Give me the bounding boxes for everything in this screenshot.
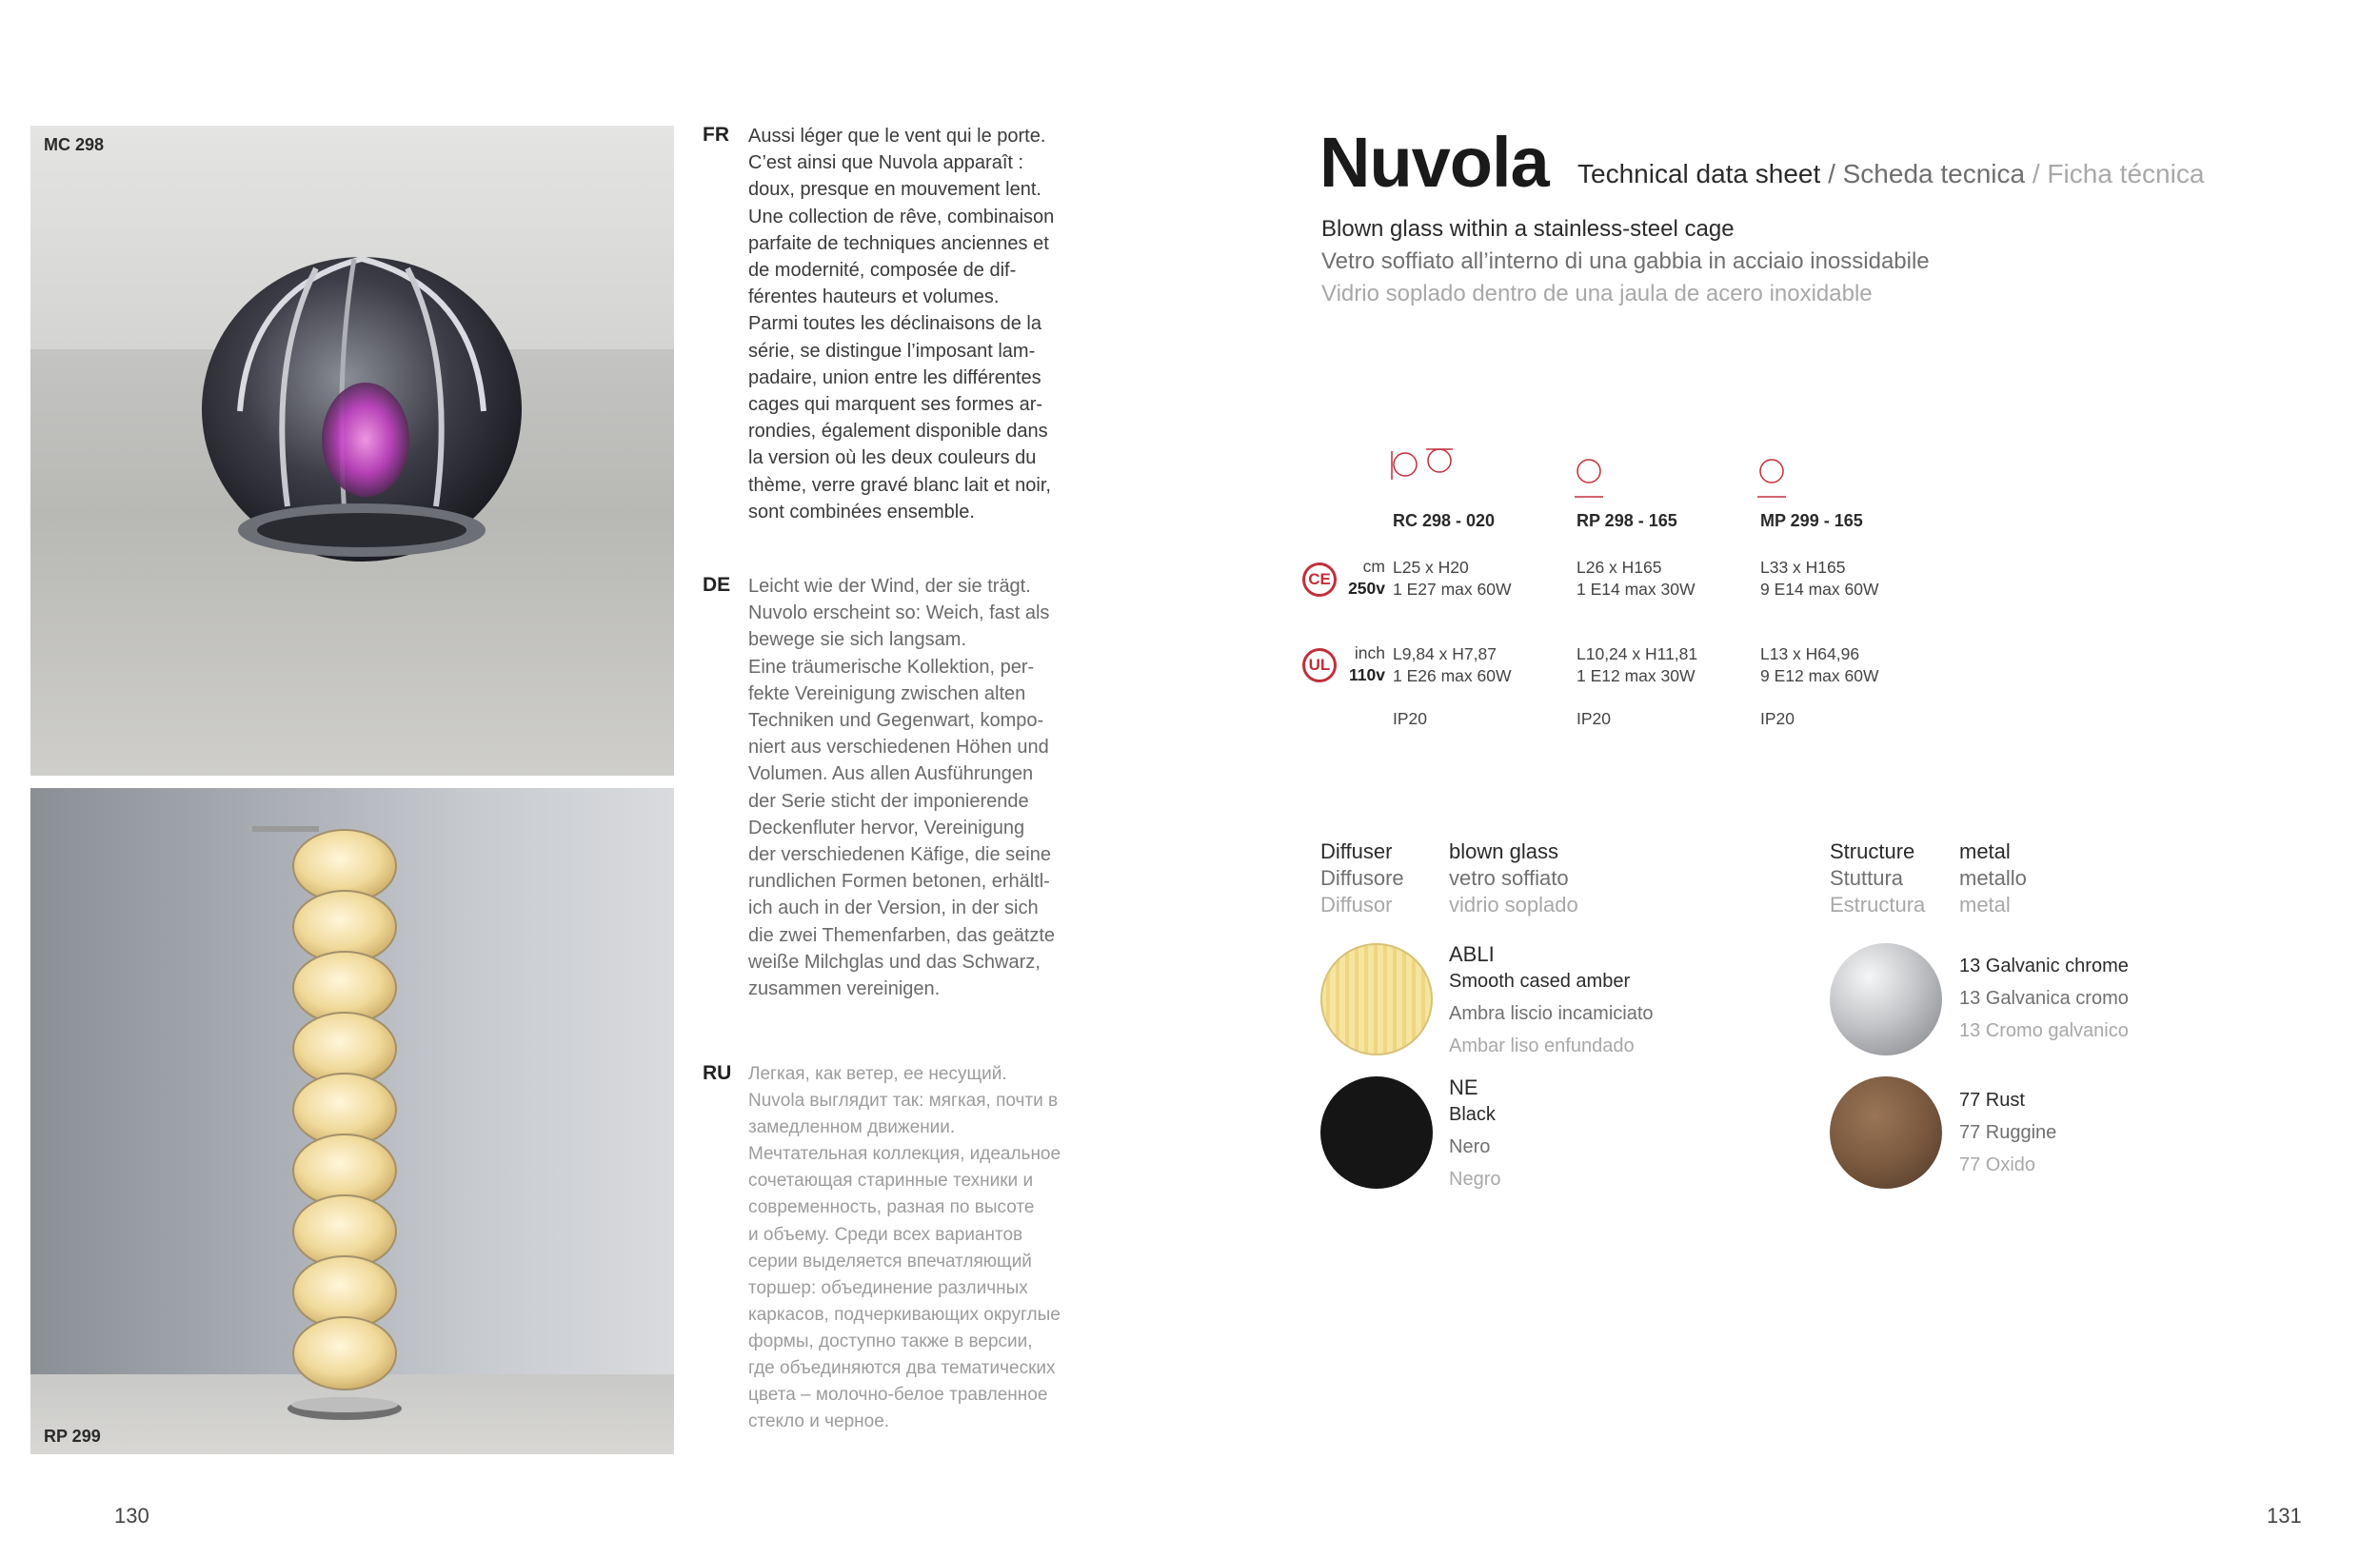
bulb-eu: 1 E27 max 60W [1393, 580, 1512, 599]
photo-ceiling-lamp [30, 126, 674, 776]
page-number-right: 131 [2267, 1504, 2302, 1528]
swatch-amber [1320, 943, 1433, 1055]
diffuser-material-es: vidrio soplado [1449, 893, 1578, 917]
finish-names [1959, 950, 2129, 1047]
subtitle-es: / Ficha técnica [2032, 159, 2205, 188]
description-it: Vetro soffiato all’interno di una gabbia in acciaio inossidabile [1321, 248, 1930, 274]
floor-lamp-outline-icon [1573, 455, 1611, 503]
structure-material-it: metallo [1959, 866, 2027, 890]
diffuser-label-it: Diffusore [1320, 866, 1404, 890]
finish-name-en: Black [1449, 1104, 1496, 1125]
page-title: Nuvola [1319, 123, 1549, 202]
photo-label-bottom: RP 299 [44, 1427, 101, 1446]
model-code: MP 299 - 165 [1760, 511, 1863, 530]
dims-inch: L13 x H64,96 [1760, 644, 1860, 663]
bulb-us: 1 E12 max 30W [1577, 666, 1696, 685]
unit-cm: cm [1362, 557, 1385, 576]
ip-rating: IP20 [1577, 709, 1611, 728]
voltage-eu: 250v [1348, 579, 1385, 598]
bulb-us: 9 E12 max 60W [1760, 666, 1879, 685]
finish-name-es: 13 Cromo galvanico [1959, 1020, 2129, 1041]
floor-lamp-illustration [30, 788, 674, 1454]
ip-rating: IP20 [1393, 709, 1427, 728]
structure-label-en: Structure [1830, 839, 1915, 863]
swatch-rust [1830, 1076, 1942, 1189]
finish-names [1449, 1098, 1500, 1195]
dims-cm: L33 x H165 [1760, 558, 1846, 577]
finish-names [1449, 965, 1654, 1062]
finish-name-it: 13 Galvanica cromo [1959, 988, 2129, 1009]
ip-rating: IP20 [1760, 709, 1795, 728]
ce-mark-icon: CE [1302, 562, 1337, 597]
structure-material [1959, 838, 2027, 918]
paragraph-de: Leicht wie der Wind, der sie trägt. Nuvolo erscheint so: Weich, fast als bewege sie sich langsam. Eine träumerische Kollektion, per- fekte Vereinigung zwischen alten Techniken und Gegenwart, kompo- niert aus verschiedenen Höhen und Volumen. Aus allen Ausführungen der Serie sticht der imponierende Deckenfluter hervor, Vereinigung der verschiedenen Käfige, die seine rundlichen Formen betonen, erhältl- ich auch in der Version, in der sich die zwei Themenfarben, das geätzte weiße Milchglas und das Schwarz, zusammen vereinigen. [748, 576, 1056, 1000]
voltage-us: 110v [1349, 665, 1385, 684]
lang-code-de: DE [703, 574, 731, 596]
finish-code: ABLI [1449, 942, 1495, 966]
diffuser-label-en: Diffuser [1320, 839, 1393, 863]
model-code: RC 298 - 020 [1393, 511, 1496, 530]
paragraph-fr: Aussi léger que le vent qui le porte. C’est ainsi que Nuvola apparaît : doux, presque en mouvement lent. Une collection de rêve, combinaison parfaite de techniques anciennes et de modernité, composée de dif- férentes hauteurs et volumes. Parmi toutes les déclinaisons de la série, se distingue l’imposant lam- padaire, union entre les différentes cages qui marquent ses formes ar- rondies, également disponible dans la version où les deux couleurs du thème, verre gravé blanc lait et noir, sont combinées ensemble. [748, 126, 1055, 523]
swatch-chrome [1830, 943, 1942, 1055]
tall-floor-lamp-outline-icon [1755, 455, 1794, 503]
description-es: Vidrio soplado dentro de una jaula de acero inoxidable [1321, 281, 1873, 306]
finish-name-es: Ambar liso enfundado [1449, 1035, 1635, 1056]
description-en: Blown glass within a stainless-steel cage [1321, 216, 1735, 242]
photo-label-top: MC 298 [44, 135, 105, 154]
finish-name-it: 77 Ruggine [1959, 1122, 2057, 1143]
finish-code: NE [1449, 1075, 1478, 1099]
finish-name-en: 77 Rust [1959, 1090, 2025, 1111]
dims-cm: L26 x H165 [1577, 558, 1662, 577]
diffuser-material-it: vetro soffiato [1449, 866, 1569, 890]
ul-mark-icon: UL [1302, 648, 1337, 682]
diffuser-labels [1320, 838, 1404, 918]
finish-names [1959, 1084, 2056, 1181]
model-code: RP 298 - 165 [1577, 511, 1677, 530]
diffuser-label-es: Diffusor [1320, 893, 1393, 917]
dims-inch: L9,84 x H7,87 [1393, 644, 1497, 663]
dims-cm: L25 x H20 [1393, 558, 1469, 577]
paragraph-ru: Легкая, как ветер, ее несущий. Nuvola выглядит так: мягкая, почти в замедленном движении. Мечтательная коллекция, идеальное сочетающая старинные техники и современность, разная по высоте и объему. Среди всех вариантов серии выделяется впечатляющий торшер: объединение различных каркасов, подчеркивающих округлые формы, доступно также в версии, где объединяются два тематических цвета – молочно-белое травленное стекло и черное. [748, 1064, 1061, 1432]
subtitle-it: / Scheda tecnica [1828, 159, 2026, 188]
bulb-us: 1 E26 max 60W [1393, 666, 1512, 685]
swatch-black [1320, 1076, 1433, 1189]
subtitle-en: Technical data sheet [1577, 159, 1821, 188]
lang-code-fr: FR [703, 124, 729, 146]
finish-name-en: 13 Galvanic chrome [1959, 956, 2129, 976]
bulb-eu: 9 E14 max 60W [1760, 580, 1879, 599]
ceiling-lamp-illustration [30, 126, 674, 776]
structure-label-es: Estructura [1830, 893, 1926, 917]
dims-inch: L10,24 x H11,81 [1577, 644, 1698, 663]
photo-floor-lamp [30, 788, 674, 1454]
diffuser-material [1449, 838, 1578, 918]
finish-name-es: 77 Oxido [1959, 1154, 2036, 1175]
page-number-left: 130 [114, 1504, 149, 1528]
structure-material-es: metal [1959, 893, 2011, 917]
structure-label-it: Stuttura [1830, 866, 1904, 890]
subtitle [1577, 159, 2204, 189]
structure-material-en: metal [1959, 839, 2011, 863]
finish-name-en: Smooth cased amber [1449, 971, 1631, 992]
finish-name-it: Nero [1449, 1136, 1491, 1157]
unit-inch: inch [1354, 643, 1385, 662]
finish-name-it: Ambra liscio incamiciato [1449, 1003, 1654, 1024]
bulb-eu: 1 E14 max 30W [1577, 580, 1696, 599]
finish-name-es: Negro [1449, 1169, 1501, 1190]
structure-labels [1830, 838, 1925, 918]
lang-code-ru: RU [703, 1062, 732, 1084]
diffuser-material-en: blown glass [1449, 839, 1558, 863]
ceiling-lamp-outline-icon [1390, 447, 1466, 485]
